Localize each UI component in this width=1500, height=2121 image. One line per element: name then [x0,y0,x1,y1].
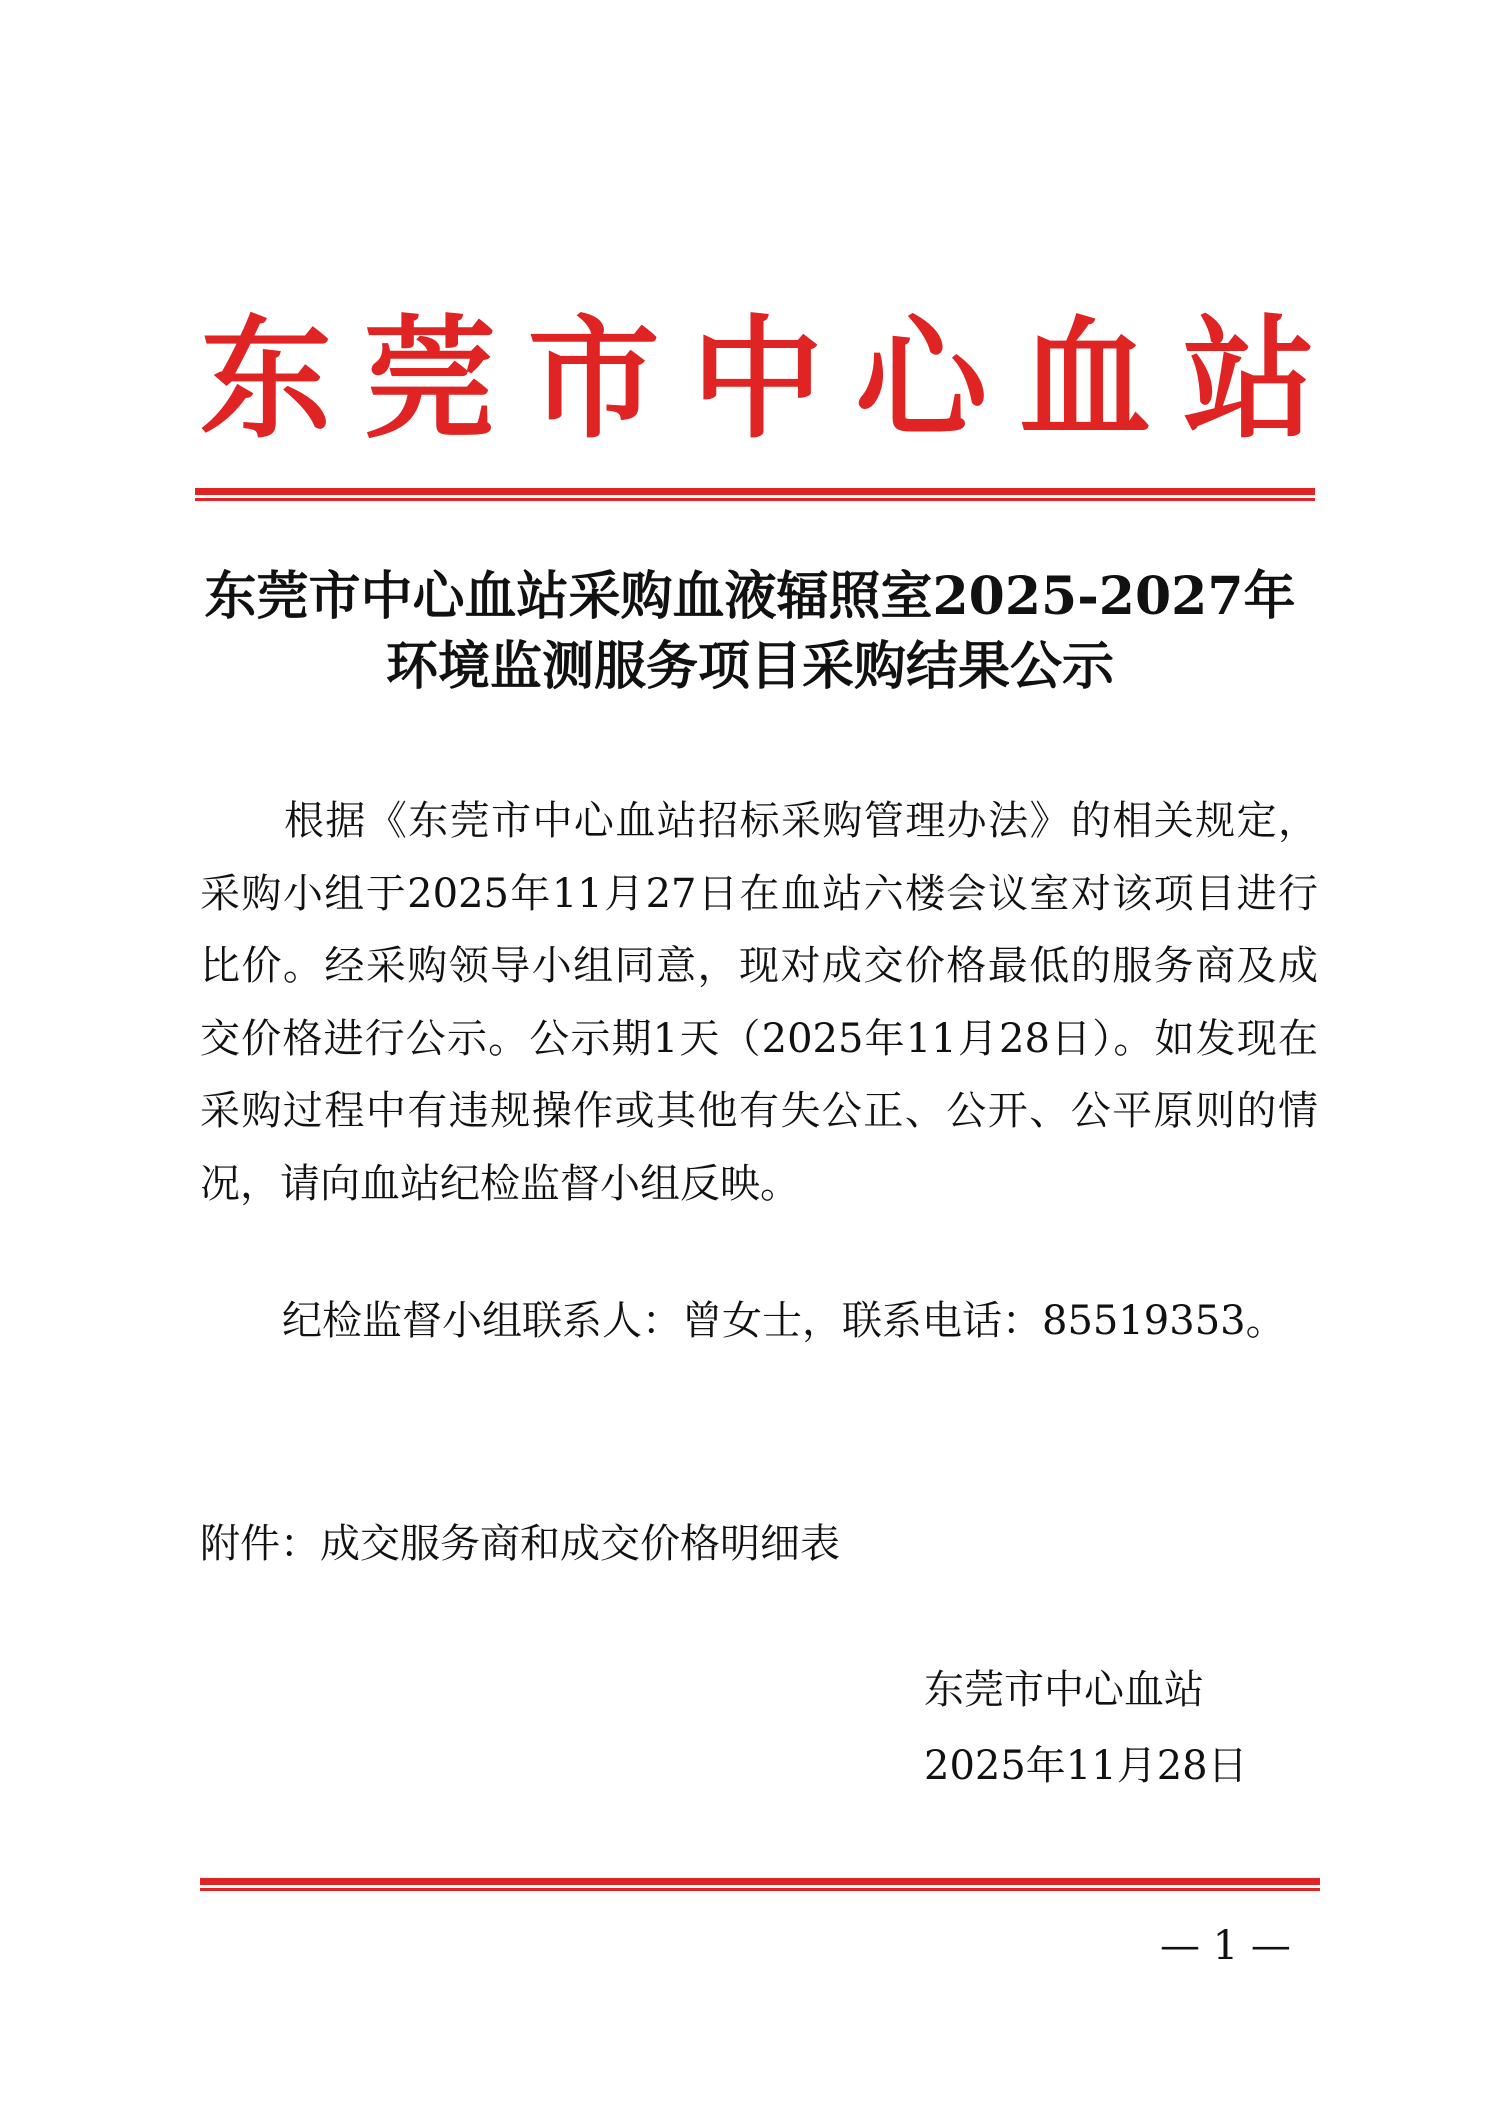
org-header-char: 心 [855,302,988,457]
page-number: — 1 — [1160,1923,1291,1969]
body-paragraph: 根据《东莞市中心血站招标采购管理办法》的相关规定，采购小组于2025年11月27日在血站六楼会议室对该项目进行比价。经采购领导小组同意，现对成交价格最低的服务商及成交价格进行公示。公示期1天（2025年11月28日）。如发现在采购过程中有违规操作或其他有失公正、公开、公平原则的情况，请向血站纪检监督小组反映。 [200,798,1318,1207]
footer-red-rule [200,1878,1320,1892]
attachment-line: 附件：成交服务商和成交价格明细表 [200,1521,840,1567]
footer-rule-thin [200,1888,1320,1891]
document-title-line-2: 环境监测服务项目采购结果公示 [385,636,1114,697]
org-header-char: 站 [1182,302,1315,457]
signature-org: 东莞市中心血站 [924,1667,1204,1713]
header-red-rule [195,488,1315,502]
document-title-line-1: 东莞市中心血站采购血液辐照室2025-2027年 [204,566,1296,627]
org-header-char: 东 [200,302,332,457]
org-header-char: 中 [691,302,824,457]
org-header-char: 血 [1019,302,1152,457]
org-header [200,300,1315,460]
contact-line: 纪检监督小组联系人：曾女士，联系电话：85519353。 [282,1298,1286,1344]
org-header-char: 莞 [363,302,496,457]
header-rule-thin [195,498,1315,501]
signature-date: 2025年11月28日 [924,1743,1248,1789]
document-title [150,562,1350,702]
footer-rule-thick [200,1878,1320,1885]
org-header-char: 市 [527,302,660,457]
header-rule-thick [195,488,1315,495]
